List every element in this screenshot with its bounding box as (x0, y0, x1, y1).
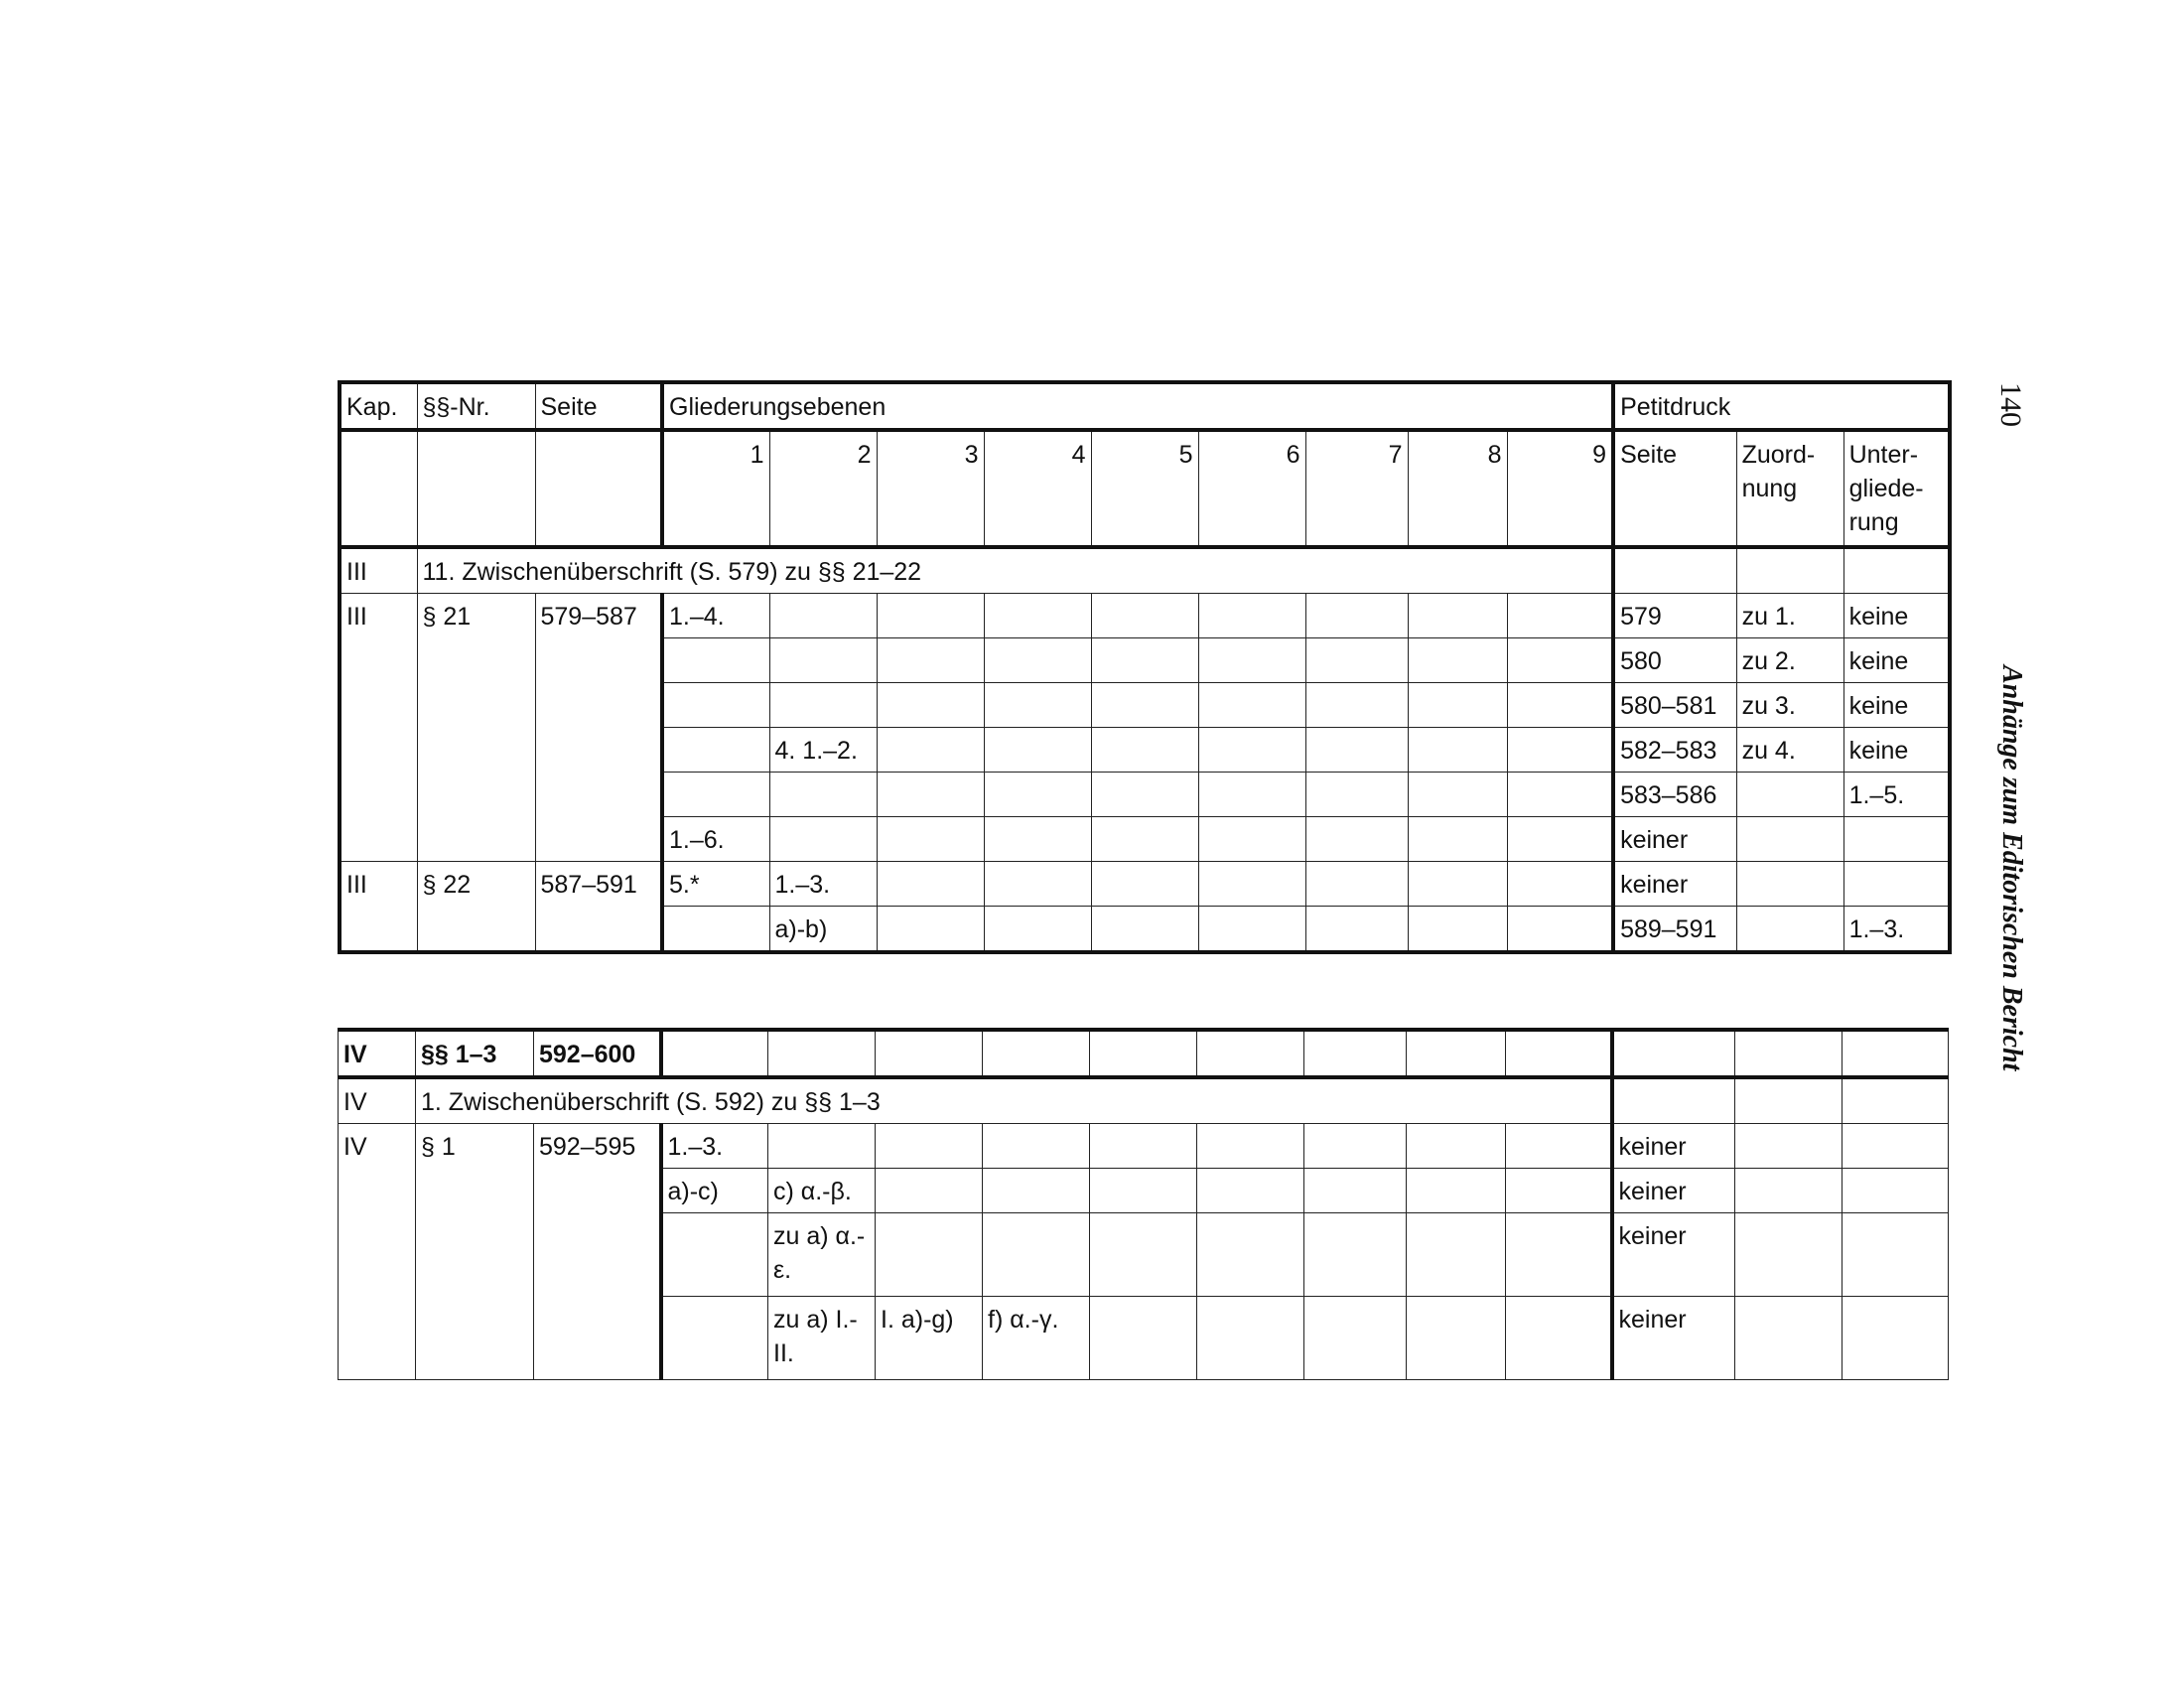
level-2-cell (768, 1124, 876, 1169)
header-kap: Kap. (340, 382, 417, 430)
kap-cell: III (340, 547, 417, 594)
kap-cell: III (340, 862, 417, 953)
empty-cell (1198, 907, 1305, 953)
empty-cell (1090, 1124, 1197, 1169)
level-2-cell: 1.–3. (769, 862, 877, 907)
empty-cell (1091, 728, 1198, 773)
level-3-cell (876, 1124, 983, 1169)
level-5-header: 5 (1091, 430, 1198, 547)
petit-untergliederung-cell: keine (1843, 594, 1950, 638)
running-title: Anhänge zum Editorischen Bericht (1996, 665, 2027, 1071)
petit-untergliederung-cell: keine (1843, 683, 1950, 728)
level-4-header: 4 (984, 430, 1091, 547)
empty-cell (877, 638, 984, 683)
petit-untergliederung-cell (1843, 817, 1950, 862)
empty-cell (1197, 1213, 1304, 1297)
empty-cell (1198, 862, 1305, 907)
empty-cell (661, 1030, 768, 1077)
kap-cell: IV (339, 1030, 416, 1077)
chapter-summary-row (339, 1030, 1949, 1077)
empty-cell (1735, 1030, 1843, 1077)
empty-cell (1507, 683, 1613, 728)
petit-zuordnung-cell (1736, 907, 1843, 953)
empty-cell (1198, 683, 1305, 728)
level-2-cell: 4. 1.–2. (769, 728, 877, 773)
level-4-cell (983, 1213, 1090, 1297)
level-2-cell: c) α.-β. (768, 1169, 876, 1213)
paragraph-cell: § 1 (416, 1124, 534, 1380)
header-gliederungsebenen: Gliederungsebenen (662, 382, 1613, 430)
level-2-cell (769, 594, 877, 638)
empty-cell (1304, 1213, 1407, 1297)
empty-cell (1407, 1169, 1506, 1213)
empty-cell (1305, 773, 1408, 817)
empty-cell (1197, 1030, 1304, 1077)
empty-cell (1407, 1124, 1506, 1169)
level-1-cell (662, 728, 769, 773)
seite-cell: 592–600 (534, 1030, 661, 1077)
level-2-cell (769, 773, 877, 817)
level-4-cell (983, 1169, 1090, 1213)
petit-untergliederung-cell: keine (1843, 728, 1950, 773)
level-2-cell (769, 638, 877, 683)
empty-cell (1305, 638, 1408, 683)
empty-cell (984, 773, 1091, 817)
outline-table-chapter-4 (338, 1028, 1949, 1380)
empty-cell (1304, 1169, 1407, 1213)
petit-zuordnung-cell (1736, 773, 1843, 817)
empty-cell (1090, 1213, 1197, 1297)
petit-seite-cell: 580–581 (1613, 683, 1736, 728)
empty-cell (1304, 1124, 1407, 1169)
empty-cell (1091, 638, 1198, 683)
heading-row (340, 547, 1950, 594)
empty-cell (1408, 773, 1507, 817)
petit-zuordnung-header (1736, 430, 1843, 547)
empty-cell (1507, 773, 1613, 817)
seite-cell: 579–587 (535, 594, 662, 862)
empty-cell (984, 638, 1091, 683)
empty-cell (1735, 1124, 1843, 1169)
level-1-cell: a)-c) (661, 1169, 768, 1213)
petit-seite-cell: keiner (1612, 1124, 1735, 1169)
empty-cell (1408, 638, 1507, 683)
empty-cell (1843, 1169, 1949, 1213)
level-2-cell (769, 817, 877, 862)
petit-zuordnung-cell: zu 1. (1736, 594, 1843, 638)
empty-cell (1408, 862, 1507, 907)
empty-cell (1305, 594, 1408, 638)
empty-cell (877, 594, 984, 638)
petit-untergliederung-header (1843, 430, 1950, 547)
empty-cell (1305, 683, 1408, 728)
seite-cell: 592–595 (534, 1124, 661, 1380)
empty-cell (1843, 1030, 1949, 1077)
empty-cell (1305, 817, 1408, 862)
kap-cell: IV (339, 1124, 416, 1380)
petit-seite-cell: keiner (1612, 1169, 1735, 1213)
level-1-cell (661, 1297, 768, 1380)
empty-cell (1090, 1030, 1197, 1077)
empty-cell (984, 594, 1091, 638)
petit-untergliederung-label: Unter-gliede-rung (1848, 441, 1924, 536)
petit-seite-cell: 579 (1613, 594, 1736, 638)
subheader-row (340, 430, 1950, 547)
petit-seite-cell: keiner (1613, 862, 1736, 907)
level-1-cell (662, 773, 769, 817)
empty-cell (1407, 1297, 1506, 1380)
petit-seite-cell: 582–583 (1613, 728, 1736, 773)
level-1-cell: 1.–6. (662, 817, 769, 862)
level-3-header: 3 (877, 430, 984, 547)
petit-untergliederung-cell: keine (1843, 638, 1950, 683)
level-2-cell: a)-b) (769, 907, 877, 953)
empty-cell (1507, 728, 1613, 773)
seite-cell: 587–591 (535, 862, 662, 953)
empty-cell (1408, 817, 1507, 862)
empty-cell (984, 683, 1091, 728)
empty-cell (1305, 907, 1408, 953)
level-2-cell (769, 683, 877, 728)
empty-cell (1305, 728, 1408, 773)
header-row (340, 382, 1950, 430)
kap-cell: III (340, 594, 417, 862)
petit-untergliederung-cell: 1.–3. (1843, 907, 1950, 953)
level-1-cell (662, 683, 769, 728)
level-1-cell (661, 1213, 768, 1297)
level-1-cell: 1.–4. (662, 594, 769, 638)
empty-cell (877, 862, 984, 907)
empty-cell (1091, 773, 1198, 817)
level-2-cell: zu a) I.-II. (768, 1297, 876, 1380)
header-seite: Seite (535, 382, 662, 430)
empty-cell (1198, 594, 1305, 638)
empty-cell (1507, 862, 1613, 907)
outline-table-chapter-3 (338, 380, 1952, 954)
empty-cell (877, 728, 984, 773)
petit-seite-cell: 583–586 (1613, 773, 1736, 817)
table-row (340, 862, 1950, 907)
level-8-header: 8 (1408, 430, 1507, 547)
header-nr: §§-Nr. (417, 382, 535, 430)
empty-cell (768, 1030, 876, 1077)
paragraph-cell: § 22 (417, 862, 535, 953)
petit-seite-cell: keiner (1613, 817, 1736, 862)
empty-cell (1843, 1297, 1949, 1380)
petit-zuordnung-cell (1736, 817, 1843, 862)
empty-cell (1507, 817, 1613, 862)
table-row (339, 1124, 1949, 1169)
empty-cell (1735, 1213, 1843, 1297)
empty-cell (877, 907, 984, 953)
level-4-cell (983, 1124, 1090, 1169)
petit-seite-cell: keiner (1612, 1213, 1735, 1297)
empty-cell (1091, 683, 1198, 728)
petit-zuordnung-cell: zu 3. (1736, 683, 1843, 728)
level-3-cell: I. a)-g) (876, 1297, 983, 1380)
empty-cell (1408, 683, 1507, 728)
level-9-header: 9 (1507, 430, 1613, 547)
empty-cell (1198, 773, 1305, 817)
level-1-header: 1 (662, 430, 769, 547)
empty-cell (1197, 1124, 1304, 1169)
empty-cell (1506, 1213, 1612, 1297)
petit-seite-cell: 589–591 (1613, 907, 1736, 953)
petit-seite-header: Seite (1613, 430, 1736, 547)
empty-cell (1090, 1169, 1197, 1213)
level-6-header: 6 (1198, 430, 1305, 547)
empty-cell (1197, 1297, 1304, 1380)
zwischenueberschrift-cell: 11. Zwischenüberschrift (S. 579) zu §§ 21–22 (417, 547, 1613, 594)
level-3-cell (876, 1213, 983, 1297)
empty-cell (876, 1030, 983, 1077)
petit-seite-cell: keiner (1612, 1297, 1735, 1380)
empty-cell (1408, 728, 1507, 773)
empty-cell (1506, 1297, 1612, 1380)
level-7-header: 7 (1305, 430, 1408, 547)
empty-cell (1506, 1169, 1612, 1213)
empty-cell (984, 817, 1091, 862)
empty-cell (1408, 594, 1507, 638)
empty-cell (1198, 728, 1305, 773)
petit-untergliederung-cell (1843, 862, 1950, 907)
empty-cell (1304, 1030, 1407, 1077)
empty-cell (1507, 907, 1613, 953)
level-3-cell (876, 1169, 983, 1213)
empty-cell (877, 817, 984, 862)
empty-cell (983, 1030, 1090, 1077)
level-1-cell: 1.–3. (661, 1124, 768, 1169)
empty-cell (1735, 1297, 1843, 1380)
empty-cell (984, 728, 1091, 773)
empty-cell (1090, 1297, 1197, 1380)
empty-cell (1612, 1030, 1735, 1077)
empty-cell (1843, 1124, 1949, 1169)
empty-cell (1408, 907, 1507, 953)
empty-cell (1091, 817, 1198, 862)
empty-cell (1198, 817, 1305, 862)
petit-zuordnung-label: Zuord-nung (1741, 441, 1816, 502)
paragraph-cell: § 21 (417, 594, 535, 862)
level-2-header: 2 (769, 430, 877, 547)
level-2-cell: zu a) α.-ε. (768, 1213, 876, 1297)
paragraph-cell: §§ 1–3 (416, 1030, 534, 1077)
table-row (340, 594, 1950, 638)
page-number: 140 (1994, 382, 2027, 427)
empty-cell (1091, 594, 1198, 638)
empty-cell (984, 862, 1091, 907)
level-1-cell (662, 907, 769, 953)
petit-zuordnung-cell (1736, 862, 1843, 907)
empty-cell (1507, 638, 1613, 683)
empty-cell (1091, 907, 1198, 953)
empty-cell (1407, 1213, 1506, 1297)
petit-untergliederung-cell: 1.–5. (1843, 773, 1950, 817)
empty-cell (877, 683, 984, 728)
level-1-cell: 5.* (662, 862, 769, 907)
petit-seite-cell: 580 (1613, 638, 1736, 683)
empty-cell (877, 773, 984, 817)
empty-cell (1506, 1124, 1612, 1169)
kap-cell: IV (339, 1077, 416, 1124)
empty-cell (1507, 594, 1613, 638)
level-1-cell (662, 638, 769, 683)
level-4-cell: f) α.-γ. (983, 1297, 1090, 1380)
empty-cell (1407, 1030, 1506, 1077)
empty-cell (1506, 1030, 1612, 1077)
empty-cell (1197, 1169, 1304, 1213)
empty-cell (1843, 1213, 1949, 1297)
empty-cell (1735, 1169, 1843, 1213)
zwischenueberschrift-cell: 1. Zwischenüberschrift (S. 592) zu §§ 1–3 (416, 1077, 1612, 1124)
empty-cell (1305, 862, 1408, 907)
petit-zuordnung-cell: zu 2. (1736, 638, 1843, 683)
empty-cell (1198, 638, 1305, 683)
petit-zuordnung-cell: zu 4. (1736, 728, 1843, 773)
empty-cell (1304, 1297, 1407, 1380)
empty-cell (984, 907, 1091, 953)
empty-cell (1091, 862, 1198, 907)
heading-row (339, 1077, 1949, 1124)
header-petitdruck: Petitdruck (1613, 382, 1950, 430)
